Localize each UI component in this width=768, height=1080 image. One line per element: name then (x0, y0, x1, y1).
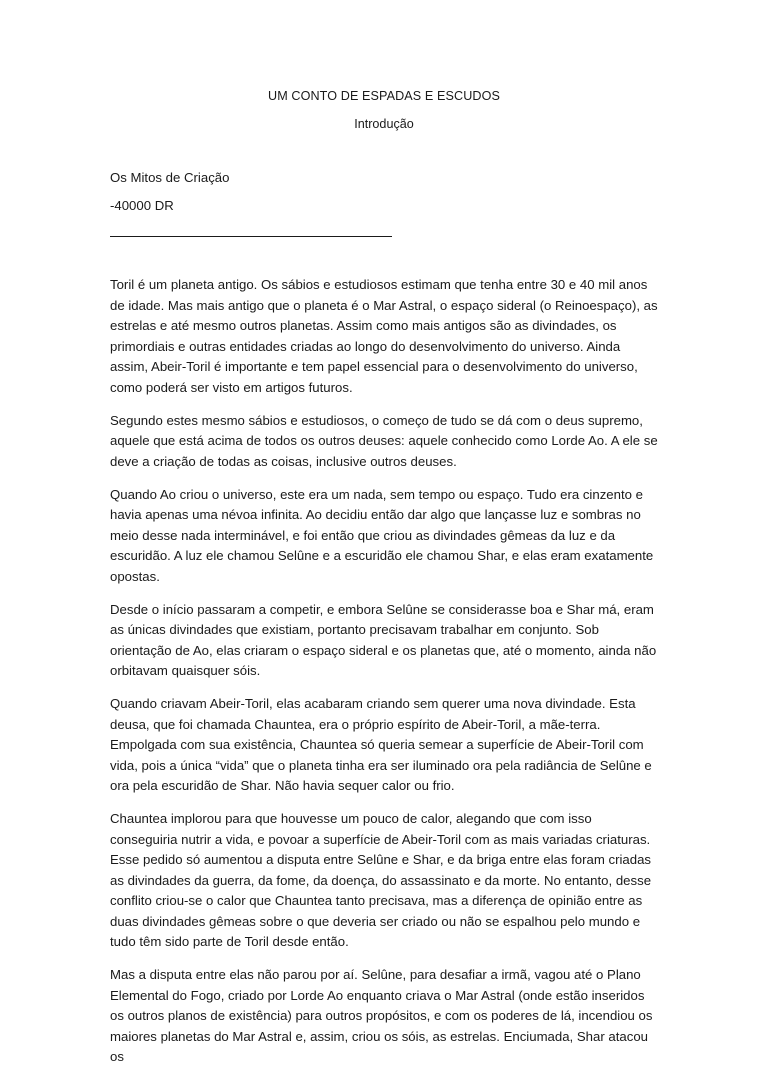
paragraph: Chauntea implorou para que houvesse um pouco de calor, alegando que com isso conseguiria nutrir a vida, e povoar a superfície de Abeir-Toril com as mais variadas criaturas. Esse pedido só aumentou a disputa entre Selûne e Shar, e da briga entre elas foram criadas as divindades da guerra, da fome, da doença, do assassinato e da morte. No entanto, desse conflito criou-se o calor que Chauntea tanto precisava, mas a diferença de opinião entre as duas divindades gêmeas sobre o que deveria ser criado ou não se espalhou pelo mundo e tudo têm sido parte de Toril desde então. (110, 811, 652, 949)
document-subtitle: Introdução (354, 117, 414, 131)
paragraph: Quando Ao criou o universo, este era um nada, sem tempo ou espaço. Tudo era cinzento e havia apenas uma névoa infinita. Ao decidiu então dar algo que lançasse luz e sombras no meio desse nada interminável, e foi então que criou as divindades gêmeas da luz e da escuridão. A luz ele chamou Selûne e a escuridão ele chamou Shar, e elas eram exatamente opostas. (110, 486, 654, 584)
document-title: UM CONTO DE ESPADAS E ESCUDOS (268, 89, 500, 103)
horizontal-rule (110, 236, 392, 237)
paragraph: Toril é um planeta antigo. Os sábios e estudiosos estimam que tenha entre 30 e 40 mil anos de idade. Mas mais antigo que o planeta é o Mar Astral, o espaço sideral (o Reinoespaço), as estrelas e até mesmo outros planetas. Assim como mais antigos são as divindades, os primordiais e outras entidades criadas ao longo do desenvolvimento do universo. Ainda assim, Abeir-Toril é importante e tem papel essencial para o desenvolvimento do universo, como poderá ser visto em artigos futuros. (110, 277, 658, 395)
paragraph: Mas a disputa entre elas não parou por aí. Selûne, para desafiar a irmã, vagou até o Plano Elemental do Fogo, criado por Lorde Ao enquanto criava o Mar Astral (onde estão inseridos os outros planos de existência) para outros propósitos, e com os poderes de lá, incendiou os maiores planetas do Mar Astral e, assim, criou os sóis, as estrelas. Enciumada, Shar atacou os (110, 967, 653, 1064)
section-title: Os Mitos de Criação (110, 170, 230, 185)
paragraph: Desde o início passaram a competir, e embora Selûne se considerasse boa e Shar má, eram as únicas divindades que existiam, portanto precisavam trabalhar em conjunto. Sob orientação de Ao, elas criaram o espaço sideral e os planetas que, até o momento, ainda não orbitavam quaisquer sóis. (110, 601, 657, 678)
section-date: -40000 DR (110, 198, 174, 213)
paragraph: Quando criavam Abeir-Toril, elas acabaram criando sem querer uma nova divindade. Esta deusa, que foi chamada Chauntea, era o próprio espírito de Abeir-Toril, a mãe-terra. Empolgada com sua existência, Chauntea só queria semear a superfície de Abeir-Toril com vida, pois a única “vida” que o planeta tinha era ser iluminado ora pela radiância de Selûne e ora pela escuridão de Shar. Não havia sequer calor ou frio. (110, 696, 652, 793)
paragraph: Segundo estes mesmo sábios e estudiosos, o começo de tudo se dá com o deus supremo, aquele que está acima de todos os outros deuses: aquele conhecido como Lorde Ao. A ele se deve a criação de todas as coisas, inclusive outros deuses. (110, 412, 658, 469)
body-text (110, 275, 658, 1080)
